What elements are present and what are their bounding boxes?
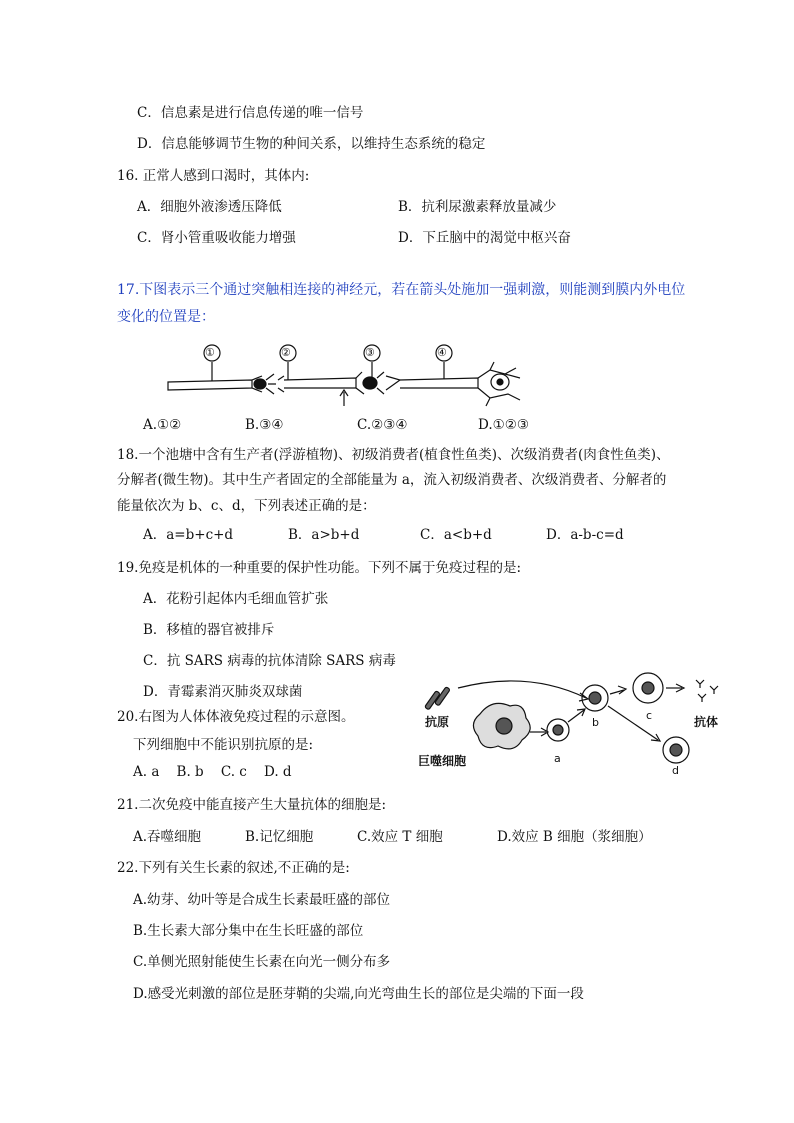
q17-option-c: C.②③④ [357, 417, 408, 433]
q21-stem: 21.二次免疫中能直接产生大量抗体的细胞是: [117, 797, 387, 813]
q21-option-c: C.效应 T 细胞 [357, 829, 443, 845]
q20-stem-line2: 下列细胞中不能识别抗原的是: [133, 737, 314, 753]
fig-label-c: c [646, 709, 653, 722]
q16-option-a: A．细胞外液渗透压降低 [137, 199, 282, 215]
q22-stem: 22.下列有关生长素的叙述,不正确的是: [117, 860, 350, 876]
fig-label-macrophage: 巨噬细胞 [418, 754, 467, 768]
q17-stem-line1: 17.下图表示三个通过突触相连接的神经元，若在箭头处施加一强刺激，则能测到膜内外电位 [117, 282, 686, 298]
q21-option-b: B.记忆细胞 [245, 829, 314, 845]
q18-option-c: C．a<b+d [420, 527, 492, 543]
q15-option-d: D．信息能够调节生物的种间关系，以维持生态系统的稳定 [137, 136, 486, 152]
q19-option-d: D．青霉素消灭肺炎双球菌 [143, 684, 303, 700]
q19-stem: 19.免疫是机体的一种重要的保护性功能。下列不属于免疫过程的是: [117, 560, 522, 576]
neuron-label-3: ③ [365, 346, 375, 359]
neuron-label-4: ④ [437, 346, 447, 359]
q21-option-d: D.效应 B 细胞（浆细胞） [497, 829, 652, 845]
q18-stem-line2: 分解者(微生物)。其中生产者固定的全部能量为 a，流入初级消费者、次级消费者、分解者的 [117, 472, 667, 488]
q16-stem: 16. 正常人感到口渴时，其体内: [117, 168, 310, 184]
q16-option-d: D．下丘脑中的渴觉中枢兴奋 [398, 230, 571, 246]
q19-option-a: A．花粉引起体内毛细血管扩张 [143, 591, 329, 607]
q20-options: A. a B. b C. c D. d [133, 764, 292, 780]
fig-label-d: d [672, 764, 679, 777]
q18-option-d: D．a-b-c=d [546, 527, 624, 543]
q17-option-d: D.①②③ [478, 417, 529, 433]
q18-stem-line3: 能量依次为 b、c、d，下列表述正确的是： [117, 498, 376, 514]
fig-label-antigen: 抗原 [425, 715, 450, 729]
q21-option-a: A.吞噬细胞 [133, 829, 202, 845]
q15-option-c: C．信息素是进行信息传递的唯一信号 [137, 105, 364, 121]
q22-option-a: A.幼芽、幼叶等是合成生长素最旺盛的部位 [133, 892, 391, 908]
neuron-label-1: ① [205, 346, 215, 359]
q22-option-b: B.生长素大部分集中在生长旺盛的部位 [133, 923, 364, 939]
q19-option-c: C．抗 SARS 病毒的抗体清除 SARS 病毒 [143, 653, 396, 669]
q19-option-b: B．移植的器官被排斥 [143, 622, 275, 638]
q20-stem-line1: 20.右图为人体体液免疫过程的示意图。 [117, 709, 355, 725]
neuron-diagram [160, 340, 540, 410]
neuron-label-2: ② [281, 346, 291, 359]
q18-stem-line1: 18.一个池塘中含有生产者(浮游植物)、初级消费者(植食性鱼类)、次级消费者(肉食性鱼类)、 [117, 447, 670, 463]
q17-stem-line2: 变化的位置是： [117, 309, 215, 325]
q22-option-c: C.单侧光照射能使生长素在向光一侧分布多 [133, 954, 391, 970]
q17-option-a: A.①② [143, 417, 182, 433]
q16-option-b: B．抗利尿激素释放量减少 [398, 199, 557, 215]
q22-option-d: D.感受光刺激的部位是胚芽鞘的尖端,向光弯曲生长的部位是尖端的下面一段 [133, 986, 584, 1002]
fig-label-a: a [554, 752, 561, 765]
fig-label-antibody: 抗体 [694, 715, 719, 729]
q16-option-c: C．肾小管重吸收能力增强 [137, 230, 296, 246]
q17-option-b: B.③④ [245, 417, 284, 433]
q18-option-b: B．a>b+d [288, 527, 360, 543]
fig-label-b: b [592, 716, 599, 729]
q18-option-a: A．a=b+c+d [143, 527, 234, 543]
